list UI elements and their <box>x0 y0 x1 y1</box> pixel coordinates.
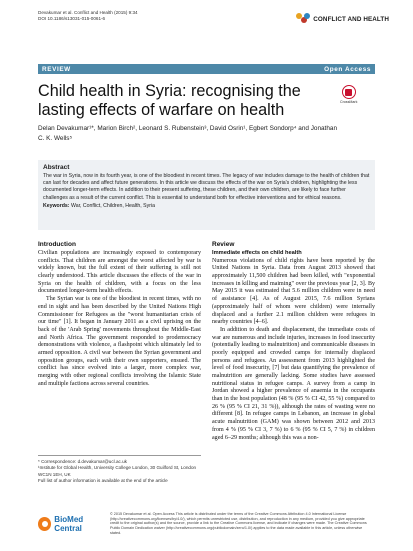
review-heading: Review <box>212 241 235 248</box>
keywords-text: War, Conflict, Children, Health, Syria <box>70 202 155 209</box>
abstract-text: The war in Syria, now in its fourth year, is one of the bloodiest in recent times. The legacy of war includes damage to the health of children that can last for decades and affect future generations. In this article we discuss the effects of the war on Syria's children, highlighting the less documented longer-term effects. In addition to their present suffering, these children, and their own children, are likely to face further challenges as a result of the current conflict. This is essential to understand both for effective interventions and for ethical reasons. <box>43 173 370 201</box>
review-paragraph: Numerous violations of child rights have been reported by the United Nations in Syria. Data from August 2013 showed that approximately 11,500 children had been killed, with "exponential increases in killing and maiming" over the previous year [2, 3]. By May 2015 it was estimated that 5.6 million children were in need of assistance [4]. As of August 2015, 7.6 million Syrians (approximately half of whom were children) were internally displaced and a further 2.1 million children were refugees in nearby countries [4–6]. <box>212 257 375 326</box>
author-list: Delan Devakumar¹*, Marion Birch², Leonard S. Rubenstein³, David Osrin¹, Egbert Sondorp⁴ and Jonathan C. K. Wells⁵ <box>38 125 337 142</box>
left-column <box>38 241 201 388</box>
keywords-label: Keywords: <box>43 202 70 209</box>
citation-line: Devakumar et al. Conflict and Health (2015) 9:34 <box>38 10 138 15</box>
publisher-name: BioMed Central <box>54 514 84 533</box>
affiliation-note: ¹Institute for Global Health, University College London, 30 Guilford St, London WC1N 1EH, UK <box>38 465 197 477</box>
crossmark-icon <box>342 85 356 99</box>
journal-name: CONFLICT AND HEALTH <box>313 15 389 23</box>
review-paragraph: In addition to death and displacement, the immediate costs of war are numerous and include injuries, increases in food insecurity (potentially leading to malnutrition) and communicable diseases in poorly equipped and crowded camps for internally displaced persons and refugees. An assessment from 2013 highlighted the level of food insecurity, [7] but data quantifying the prevalence of malnutrition are generally lacking. Some studies have assessed nutritional status in refugee camps. A survey from a camp in Jordan showed a higher prevalence of anaemia in the occupants than in the host population (48 % (95 % CI 42, 55 %) compared to 26 % (95 % CI 21, 31 %)), although the rates of wasting were no different [8]. In refugee camps in Lebanon, an increase in global acute malnutrition (GAM) was shown between 2012 and 2013 from 4 % (95 % CI 3, 7 %) to 6 % (95 % CI 5, 7 %) in children aged 6–29 months; although this was a non- <box>212 326 375 441</box>
journal-logo <box>296 13 389 25</box>
crossmark-label: CrossMark <box>340 100 358 104</box>
right-column <box>212 241 375 442</box>
open-access-label: Open Access <box>324 65 371 73</box>
article-type-label: REVIEW <box>42 65 71 73</box>
biomed-central-icon <box>38 517 51 531</box>
author-info-note: Full list of author information is available at the end of the article <box>38 478 168 484</box>
introduction-heading: Introduction <box>38 241 76 248</box>
publisher-logo <box>38 512 110 536</box>
review-subheading: Immediate effects on child health <box>212 250 302 256</box>
license-text: © 2015 Devakumar et al. Open Access This article is distributed under the terms of the Creative Commons Attribution 4.0 International License (http://creativecommons.org/licenses/by/4.0/), which permits unrestricted use, distribution, and reproduction in any medium, provided you give appropriate credit to the original author(s) and the source, provide a link to the Creative Commons license, and indicate if changes were made. The Creative Commons Public Domain Dedication waiver (http://creativecommons.org/publicdomain/zero/1.0/) applies to the data made available in this article, unless otherwise stated. <box>110 512 367 535</box>
introduction-paragraph: Civilian populations are increasingly exposed to contemporary conflicts. That children are amongst the worst affected by war is widely known, but the full extent of their suffering is still not clearly understood. This article discusses the effects of the war in Syria on the health of children, with a focus on the less documented longer-term health effects. <box>38 250 201 295</box>
abstract-heading: Abstract <box>43 164 70 171</box>
article-type-bar <box>38 64 375 74</box>
keywords <box>43 203 370 210</box>
article-title: Child health in Syria: recognising the lasting effects of warfare on health <box>38 82 301 119</box>
journal-logo-icon <box>296 13 310 25</box>
citation-header <box>38 10 138 22</box>
correspondence-footnote <box>38 455 201 485</box>
abstract-box <box>38 160 375 230</box>
correspondence-email[interactable]: * Correspondence: d.devakumar@ucl.ac.uk <box>38 459 127 464</box>
doi-line[interactable]: DOI 10.1186/s13031-015-0061-6 <box>38 16 106 21</box>
crossmark-badge[interactable] <box>340 85 357 104</box>
page-footer <box>38 512 375 536</box>
introduction-paragraph: The Syrian war is one of the bloodiest in recent times, with no end in sight and has been described by the United Nations High Commissioner for Refugees as the "worst humanitarian crisis of our time" [1]. It began in January 2011 as a civil uprising on the back of the 'Arab Spring' movements throughout the Middle-East and North Africa. The government responded to prodemocracy demonstrations with violence, a flashpoint which ultimately led to armed opposition. A civil war between the Syrian government and opposition groups, each with their own supporters, ensued. The conflict has since evolved into a larger, more complex war, merging with other regional conflicts involving the Islamic State and multiple factions across several countries. <box>38 296 201 387</box>
